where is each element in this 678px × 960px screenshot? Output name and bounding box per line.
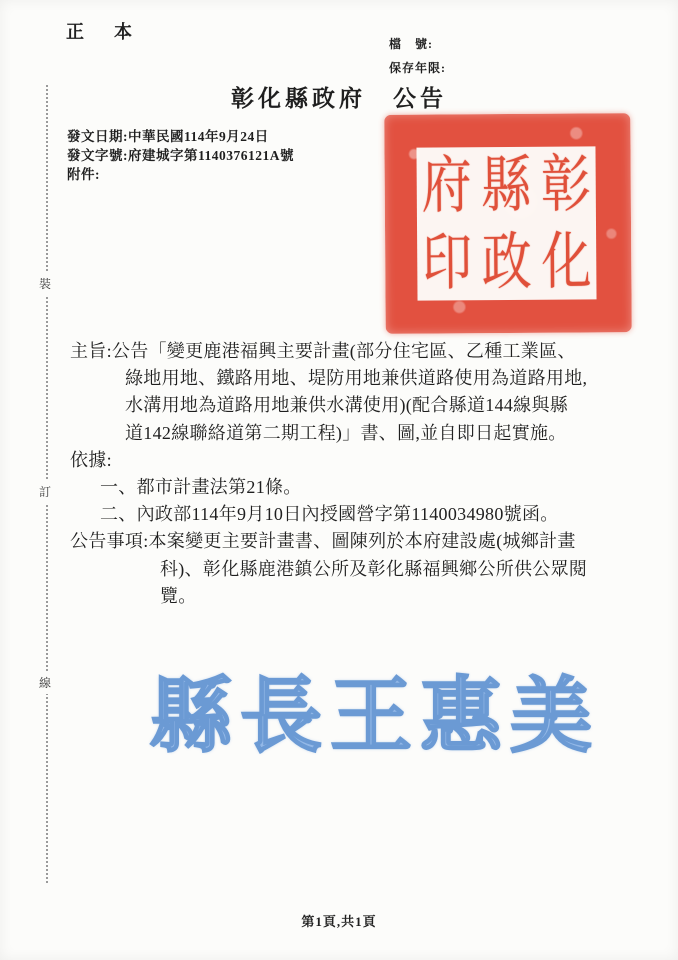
seal-character: 彰 — [540, 149, 592, 221]
seal-inner-face — [416, 146, 596, 300]
seal-character: 府 — [421, 150, 472, 221]
seal-character: 政 — [481, 226, 533, 297]
seal-character: 印 — [421, 227, 473, 298]
retention-period-label: 保存年限: — [389, 61, 446, 75]
announcement-line: 覽。 — [160, 585, 197, 606]
binding-mark-zhuang: 裝 — [39, 272, 51, 295]
binding-mark-ding: 訂 — [39, 480, 51, 503]
file-reference-block — [389, 32, 446, 80]
page-title: 彰化縣政府 公告 — [231, 86, 447, 111]
file-number-label: 檔 號: — [389, 37, 433, 51]
announcement-line: 科)、彰化縣鹿港鎮公所及彰化縣福興鄉公所供公眾閱 — [160, 558, 588, 579]
page-footer: 第1頁,共1頁 — [301, 914, 377, 929]
basis-item: 一、都市計畫法第21條。 — [100, 477, 302, 498]
seal-character: 縣 — [481, 150, 532, 221]
issue-number-line: 發文字號:府建城字第1140376121A號 — [67, 148, 294, 163]
basis-label: 依據: — [70, 449, 112, 470]
binding-mark-xian: 線 — [39, 671, 51, 694]
subject-line: 水溝用地為道路用地兼供水溝使用)(配合縣道144線與縣 — [125, 395, 569, 416]
basis-item: 二、內政部114年9月10日內授國營字第1140034980號函。 — [100, 504, 559, 525]
copy-type-label: 正 本 — [66, 22, 138, 42]
issue-date-line: 發文日期:中華民國114年9月24日 — [67, 129, 269, 144]
subject-line: 綠地用地、鐵路用地、堤防用地兼供道路使用為道路用地, — [125, 368, 588, 389]
magistrate-signature-stamp: 縣長王惠美 — [150, 671, 601, 762]
document-body — [70, 338, 587, 610]
subject-line: 主旨:公告「變更鹿港福興主要計畫(部分住宅區、乙種工業區、 — [70, 341, 576, 361]
attachment-line: 附件: — [67, 167, 100, 182]
subject-line: 道142線聯絡道第二期工程)」書、圖,並自即日起實施。 — [125, 422, 567, 443]
seal-character: 化 — [541, 226, 592, 297]
announcement-line: 公告事項:本案變更主要計畫書、圖陳列於本府建設處(城鄉計畫 — [70, 531, 576, 552]
official-red-seal — [384, 113, 632, 334]
document-meta-block — [67, 127, 294, 184]
